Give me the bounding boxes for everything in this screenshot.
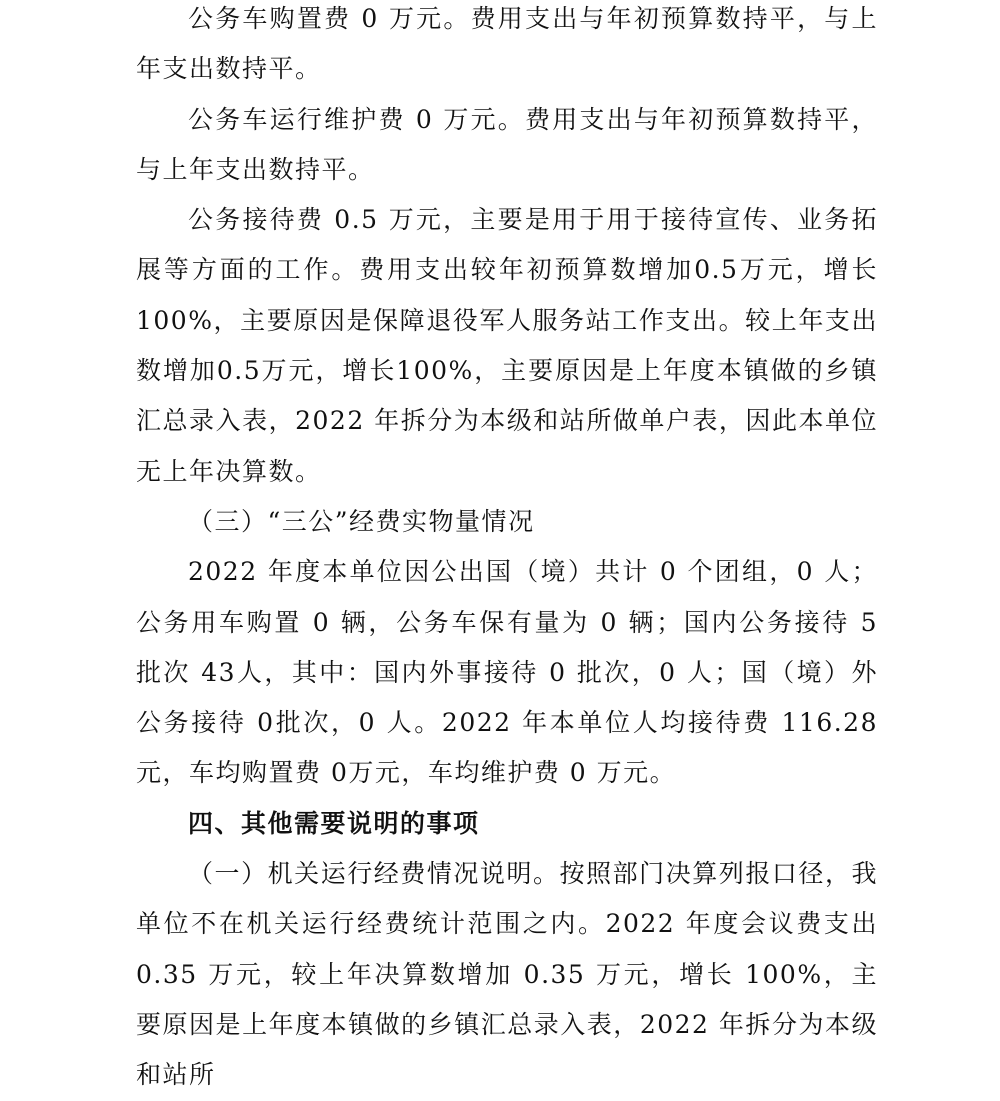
document-page bbox=[136, 0, 878, 1101]
paragraph-vehicle-purchase: 公务车购置费 0 万元。费用支出与年初预算数持平，与上年支出数持平。 bbox=[136, 4, 878, 84]
paragraph-operating-expenses: （一）机关运行经费情况说明。按照部门决算列报口径，我单位不在机关运行经费统计范围之内。2022 年度会议费支出0.35 万元，较上年决算数增加 0.35 万元，增长 100%，主要原因是上年度本镇做的乡镇汇总录入表，2022 年拆分为本级和站所 bbox=[136, 859, 878, 1090]
paragraph-reception-expense: 公务接待费 0.5 万元，主要是用于用于接待宣传、业务拓展等方面的工作。费用支出较年初预算数增加0.5万元，增长100%，主要原因是保障退役军人服务站工作支出。较上年支出数增加0.5万元，增长100%，主要原因是上年度本镇做的乡镇汇总录入表，2022 年拆分为本级和站所做单户表，因此本单位无上年决算数。 bbox=[136, 205, 878, 486]
section-heading-other-matters: 四、其他需要说明的事项 bbox=[188, 808, 480, 838]
section-heading-physical-quantity: （三）“三公”经费实物量情况 bbox=[188, 506, 535, 536]
paragraph-vehicle-maintenance: 公务车运行维护费 0 万元。费用支出与年初预算数持平，与上年支出数持平。 bbox=[136, 104, 878, 184]
paragraph-physical-quantity: 2022 年度本单位因公出国（境）共计 0 个团组，0 人；公务用车购置 0 辆，公务车保有量为 0 辆；国内公务接待 5 批次 43人，其中：国内外事接待 0 批次，0 人；国（境）外公务接待 0批次，0 人。2022 年本单位人均接待费 116.28 元，车均购置费 0万元，车均维护费 0 万元。 bbox=[136, 557, 878, 788]
